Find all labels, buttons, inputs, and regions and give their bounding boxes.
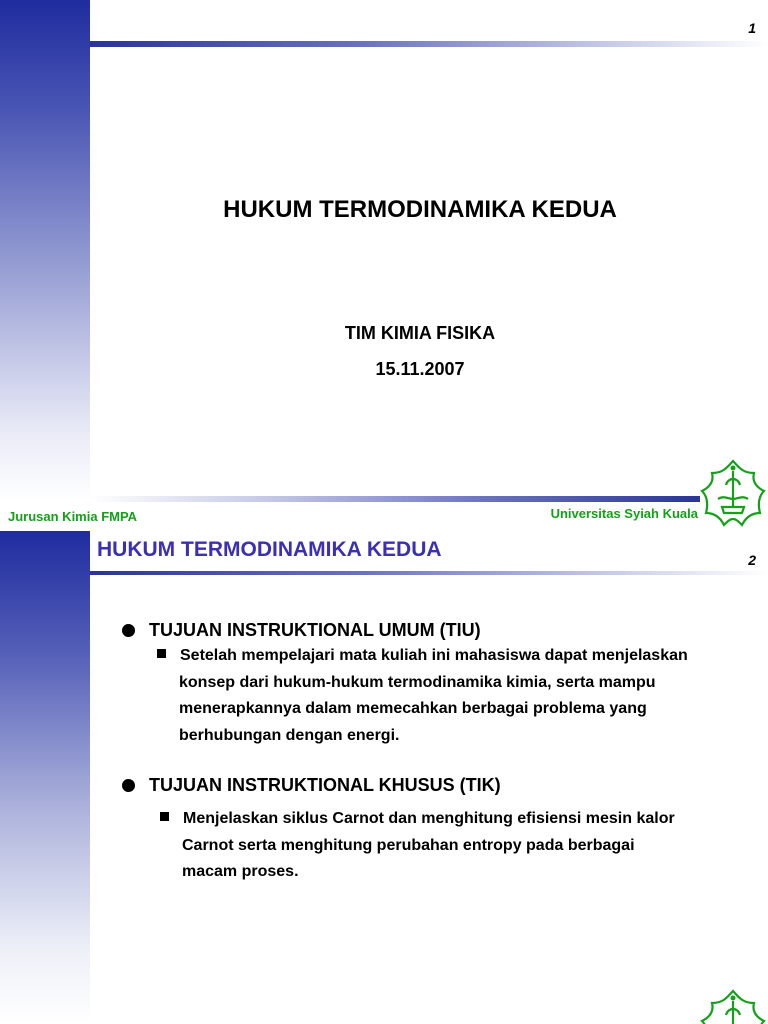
sub-line: Menjelaskan siklus Carnot dan menghitung efisiensi mesin kalor bbox=[183, 810, 675, 827]
square-bullet-icon bbox=[160, 812, 169, 821]
sub-bullet-tik bbox=[160, 806, 760, 886]
bullet-heading: TUJUAN INSTRUKTIONAL KHUSUS (TIK) bbox=[149, 775, 501, 795]
slide-title: HUKUM TERMODINAMIKA KEDUA bbox=[223, 196, 617, 223]
top-rule bbox=[90, 41, 768, 47]
footer-university: Universitas Syiah Kuala bbox=[550, 506, 698, 521]
university-emblem-icon bbox=[698, 455, 768, 531]
sub-line: macam proses. bbox=[182, 863, 299, 880]
sidebar-gradient bbox=[0, 531, 90, 1024]
sub-line: menerapkannya dalam memecahkan berbagai problema yang bbox=[179, 700, 647, 717]
university-emblem-icon bbox=[698, 985, 768, 1024]
page-number: 1 bbox=[748, 20, 756, 36]
top-rule bbox=[90, 571, 768, 575]
slide-2 bbox=[0, 531, 768, 1024]
sidebar-gradient bbox=[0, 0, 90, 500]
sub-line: konsep dari hukum-hukum termodinamika kimia, serta mampu bbox=[179, 673, 656, 691]
page-number: 2 bbox=[748, 552, 756, 568]
bullet-tik bbox=[122, 775, 501, 796]
slide-title: HUKUM TERMODINAMIKA KEDUA bbox=[97, 538, 442, 561]
date: 15.11.2007 bbox=[375, 359, 465, 379]
sub-line: Carnot serta menghitung perubahan entropy pada berbagai bbox=[182, 836, 635, 854]
sub-bullet-tiu bbox=[157, 643, 757, 749]
bullet-tiu bbox=[122, 620, 481, 641]
author: TIM KIMIA FISIKA bbox=[344, 323, 496, 343]
square-bullet-icon bbox=[157, 649, 166, 658]
sub-line: Setelah mempelajari mata kuliah ini mahasiswa dapat menjelaskan bbox=[180, 647, 688, 664]
bottom-rule bbox=[90, 496, 700, 502]
footer-department: Jurusan Kimia FMPA bbox=[8, 509, 138, 524]
circle-bullet-icon bbox=[122, 624, 135, 637]
bullet-heading: TUJUAN INSTRUKTIONAL UMUM (TIU) bbox=[149, 620, 481, 640]
sub-line: berhubungan dengan energi. bbox=[179, 726, 400, 744]
circle-bullet-icon bbox=[122, 779, 135, 792]
